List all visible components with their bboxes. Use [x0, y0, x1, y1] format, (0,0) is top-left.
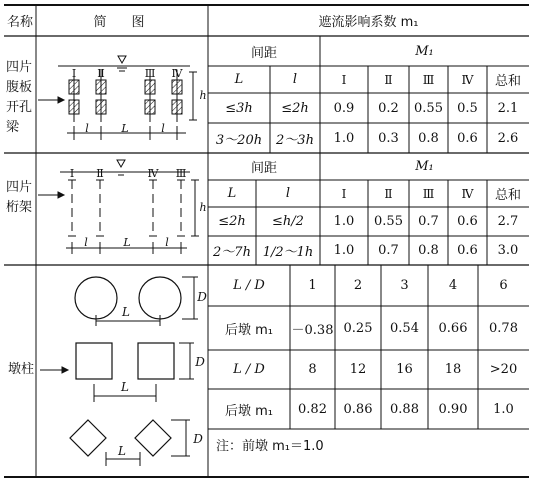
pier-D-2: D — [195, 355, 205, 369]
truss-3 — [149, 180, 157, 236]
s1-r1-l: ≤2h — [281, 100, 309, 116]
s1-r1-v3: 0.55 — [414, 100, 443, 116]
pier-L-1: L — [122, 305, 130, 319]
s2-r2-v4: 0.6 — [457, 243, 478, 258]
s2-r1-v2: 0.55 — [374, 214, 403, 229]
s1-col-1: Ⅰ — [341, 72, 347, 87]
girder-dim-l1: l — [85, 121, 89, 135]
s2-r1-v4: 0.6 — [457, 214, 478, 229]
header-diagram: 简 图 — [93, 15, 151, 30]
s2-r1-v1: 1.0 — [333, 214, 355, 229]
s3-r1-v5: 6 — [499, 278, 508, 293]
s2-spacing-header: 间距 — [250, 161, 277, 176]
s2-r2-L: 2～7h — [213, 245, 251, 260]
s1-col-4: Ⅳ — [461, 72, 474, 87]
girder-dim-L: L — [121, 121, 129, 135]
s1-col-l: l — [292, 72, 298, 87]
section1-name: 四片 腹板 开孔 梁 — [6, 60, 33, 135]
s2-col-L: L — [227, 186, 237, 201]
girder-label-2: Ⅱ — [97, 66, 105, 80]
s3-r4-v3: 0.88 — [390, 401, 419, 417]
s3-r1-v4: 4 — [448, 278, 458, 293]
s3-r3-v3: 16 — [396, 362, 413, 377]
s2-col-l: l — [285, 186, 291, 201]
truss-label-4: Ⅳ — [147, 166, 159, 180]
girder-dim-l2: l — [161, 121, 165, 135]
s1-r1-sum: 2.1 — [497, 100, 519, 116]
s3-r3-v2: 12 — [349, 362, 367, 377]
truss-1 — [68, 180, 76, 236]
s2-r2-v1: 1.0 — [333, 243, 355, 258]
s3-r2-label: 后墩 m₁ — [224, 322, 273, 338]
pier-L-3: L — [118, 444, 126, 458]
s3-r3-v4: 18 — [444, 362, 462, 377]
s1-r2-L: 3～20h — [215, 132, 263, 148]
s2-r2-v3: 0.8 — [418, 243, 439, 258]
s1-col-3: Ⅲ — [422, 72, 435, 87]
truss-2 — [96, 180, 104, 236]
s1-r2-v2: 0.3 — [378, 130, 399, 146]
s2-col-sum: 总和 — [494, 188, 521, 203]
s3-r1-v1: 1 — [308, 278, 317, 293]
s2-r2-v2: 0.7 — [378, 243, 399, 258]
girder-label-1: Ⅰ — [71, 66, 77, 80]
s2-col-2: Ⅱ — [384, 186, 393, 201]
s1-col-L: L — [234, 72, 244, 87]
s2-r1-L: ≤2h — [218, 214, 246, 229]
s1-r1-v2: 0.2 — [378, 100, 399, 116]
s1-r2-v4: 0.6 — [457, 130, 478, 146]
s3-r2-v1: －0.38 — [291, 322, 334, 338]
s3-r2-v2: 0.25 — [343, 320, 373, 336]
s3-r4-v2: 0.86 — [343, 401, 373, 417]
truss-dim-l2: l — [165, 235, 169, 249]
s1-r2-sum: 2.6 — [497, 130, 519, 146]
pier-L-2: L — [121, 380, 129, 394]
s3-r4-v5: 1.0 — [493, 401, 514, 417]
pier-circle-rear — [139, 277, 181, 319]
truss-dim-L: L — [123, 235, 131, 249]
girder-h: h — [199, 88, 207, 102]
s3-r1-v2: 2 — [353, 278, 363, 293]
pier-diamond-front — [70, 420, 106, 456]
pier-D-1: D — [197, 290, 207, 304]
s2-r1-v3: 0.7 — [418, 214, 439, 229]
pier-D-3: D — [193, 432, 203, 446]
s1-M-header: M₁ — [415, 43, 434, 59]
s1-r2-l: 2～3h — [276, 132, 314, 148]
s2-col-4: Ⅳ — [461, 186, 474, 201]
s1-r2-v1: 1.0 — [333, 130, 355, 146]
s3-r1-label: L / D — [233, 278, 265, 293]
s3-r3-v5: >20 — [489, 362, 518, 377]
s1-r2-v3: 0.8 — [418, 130, 439, 146]
header-name: 名称 — [6, 15, 33, 30]
section3-name: 墩柱 — [8, 362, 35, 377]
s2-col-3: Ⅲ — [422, 186, 435, 201]
s3-r2-v4: 0.66 — [438, 320, 468, 336]
s3-r3-label: L / D — [233, 362, 265, 377]
s2-r1-sum: 2.7 — [497, 214, 519, 229]
truss-label-2: Ⅱ — [96, 166, 104, 180]
truss-dim-l1: l — [84, 235, 88, 249]
s3-note: 注：前墩 m₁＝1.0 — [216, 438, 324, 454]
pier-square-rear — [138, 343, 174, 379]
truss-label-1: Ⅰ — [69, 166, 75, 180]
s2-r1-l: ≤h/2 — [272, 214, 304, 229]
girder-label-4: Ⅳ — [171, 66, 183, 80]
s2-col-1: Ⅰ — [341, 186, 347, 201]
s1-col-sum: 总和 — [494, 74, 521, 89]
s1-r1-v4: 0.5 — [457, 100, 478, 116]
s2-r2-l: 1/2～1h — [262, 245, 314, 260]
s2-r2-sum: 3.0 — [497, 243, 519, 258]
truss-h: h — [199, 200, 207, 214]
pier-square-front — [76, 343, 112, 379]
pier-diamond-rear — [135, 420, 171, 456]
s3-r1-v3: 3 — [400, 278, 409, 293]
s3-r2-v5: 0.78 — [489, 320, 518, 336]
pier-circle-front — [75, 277, 117, 319]
truss-label-3: Ⅲ — [175, 166, 187, 180]
s1-spacing-header: 间距 — [250, 45, 277, 61]
s3-r3-v1: 8 — [308, 362, 317, 377]
s1-r1-L: ≤3h — [225, 100, 253, 116]
diagram-piers — [70, 277, 198, 466]
s3-r4-v4: 0.90 — [438, 401, 468, 417]
s3-r2-v3: 0.54 — [390, 320, 419, 336]
section2-name: 四片 桁架 — [6, 180, 33, 215]
truss-4 — [177, 180, 185, 236]
s3-r4-v1: 0.82 — [298, 401, 327, 417]
girder-label-3: Ⅲ — [144, 66, 156, 80]
s2-M-header: M₁ — [415, 159, 434, 174]
header-coefficient: 遮流影响系数 m₁ — [318, 15, 419, 30]
s1-col-2: Ⅱ — [384, 72, 393, 87]
s3-r4-label: 后墩 m₁ — [224, 403, 273, 419]
s1-r1-v1: 0.9 — [333, 100, 355, 116]
